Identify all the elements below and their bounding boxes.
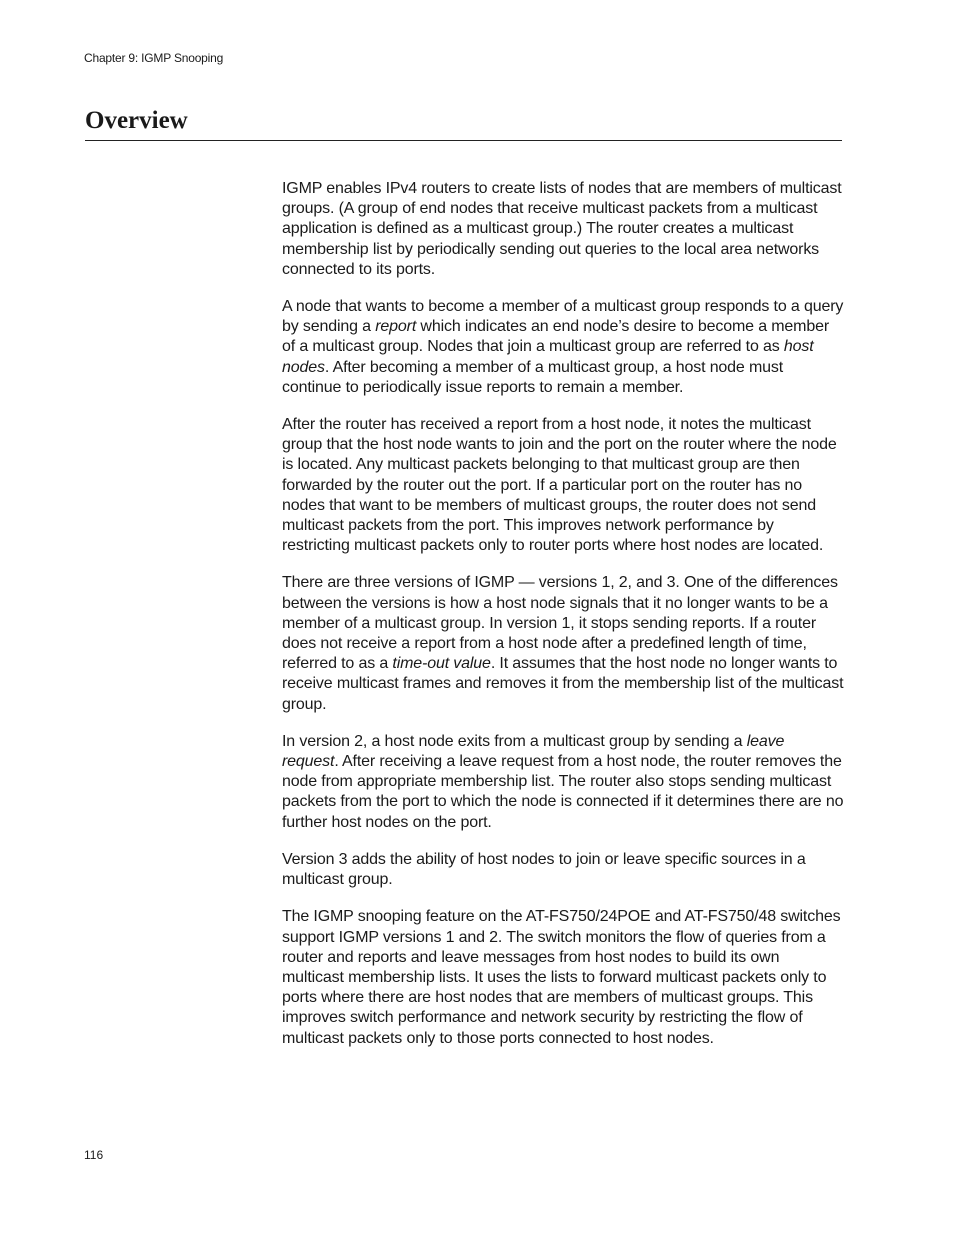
paragraph-snooping-feature xyxy=(282,907,844,1048)
paragraph-forwarding xyxy=(282,415,844,556)
paragraph-text: There are three versions of IGMP — versions 1, 2, and 3. One of the differences between the versions is how a host node signals that it no longer wants to be a member of a multicast group. In version 1, it stops sending reports. If a router does not receive a report from a host node after a predefined length of time, referred to as a xyxy=(282,574,838,673)
paragraph-text: A node that wants to become a member of a multicast group responds to a query by sending a xyxy=(282,298,844,336)
term-host-nodes: host nodes xyxy=(282,338,814,376)
paragraph-text: . After becoming a member of a multicast group, a host node must continue to periodically issue reports to remain a member. xyxy=(282,358,784,396)
paragraph-text: The IGMP snooping feature on the AT-FS750/24POE and AT-FS750/48 switches support IGMP versions 1 and 2. The switch monitors the flow of queries from a router and reports and leave messages from host nodes to build its own multicast membership lists. It uses the lists to forward multicast packets only to ports where there are host nodes that are members of multicast groups. This improves switch performance and network security by restricting the flow of multicast packets only to those ports connected to host nodes. xyxy=(282,908,841,1047)
page-number: 116 xyxy=(84,1148,104,1162)
paragraph-versions xyxy=(282,573,844,714)
section-title: Overview xyxy=(85,107,188,134)
paragraph-text: IGMP enables IPv4 routers to create lists of nodes that are members of multicast groups. (A group of end nodes that receive multicast packets from a multicast application is defined as a multicast group.) The router creates a multicast membership list by periodically sending out queries to the local area networks connected to its ports. xyxy=(282,180,842,278)
running-header: Chapter 9: IGMP Snooping xyxy=(84,51,224,65)
paragraph-join-group xyxy=(282,297,844,398)
paragraph-version-2 xyxy=(282,732,844,833)
paragraph-text: After the router has received a report from a host node, it notes the multicast group that the host node wants to join and the port on the router where the node is located. Any multicast packets belonging to that multicast group are then forwarded by the router out the port. If a particular port on the router has no nodes that want to be members of multicast groups, the router does not send multicast packets from the port. This improves network performance by restricting multicast packets only to router ports where host nodes are located. xyxy=(282,416,837,555)
paragraph-igmp-intro xyxy=(282,179,844,280)
paragraph-text: . It assumes that the host node no longer wants to receive multicast frames and removes it from the membership list of the multicast group. xyxy=(282,655,844,713)
paragraph-text: In version 2, a host node exits from a multicast group by sending a xyxy=(282,732,747,750)
term-report: report xyxy=(375,318,417,336)
term-leave-request: leave request xyxy=(282,732,785,771)
paragraph-text: . After receiving a leave request from a host node, the router removes the node from appropriate membership list. The router also stops sending multicast packets from the port to which the node is connected if it determines there are no further host nodes on the port. xyxy=(282,753,844,831)
term-time-out-value: time-out value xyxy=(392,655,491,673)
paragraph-text: which indicates an end node’s desire to become a member of a multicast group. Nodes that join a multicast group are referred to as xyxy=(282,318,830,356)
body-text xyxy=(282,179,844,1066)
paragraph-text: Version 3 adds the ability of host nodes to join or leave specific sources in a multicast group. xyxy=(282,850,806,889)
title-rule xyxy=(85,140,842,141)
paragraph-version-3 xyxy=(282,850,844,890)
